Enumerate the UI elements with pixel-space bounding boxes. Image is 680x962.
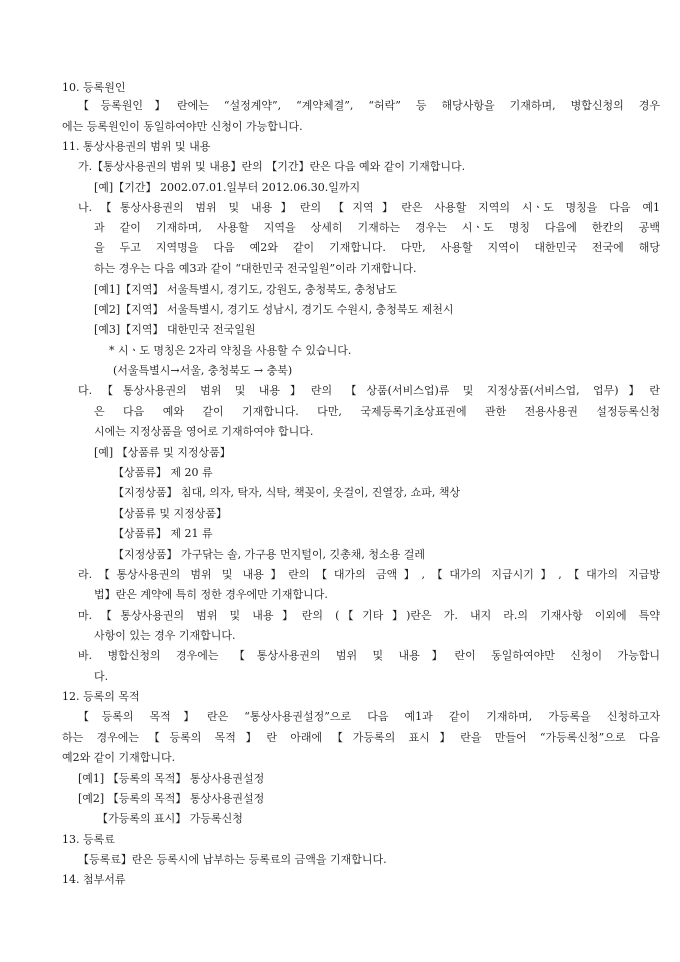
section-12-paragraph-line: 예2와 같이 기재합니다. <box>62 751 176 764</box>
item-da-line: 시에는 지정상품을 영어로 기재하여야 합니다. <box>94 425 314 438</box>
item-da-example: 【상품류】 제 20 류 <box>113 466 213 479</box>
section-12-paragraph-line: 하는 경우에는【등록의 목적】란 아래에【가등록의 표시】란을 만들어 “가등록신청”으로 다음 <box>62 731 660 744</box>
item-ba-line: 다. <box>94 670 109 683</box>
section-10-heading: 10. 등록원인 <box>62 81 126 94</box>
section-10-paragraph-line: 【등록원인】란에는 “설정계약”, “계약체결”, “허락” 등 해당사항을 기재하며, 병합신청의 경우 <box>78 99 660 112</box>
item-ma-line: 사항이 있는 경우 기재합니다. <box>94 629 236 642</box>
item-ra-line: 법】란은 계약에 특히 정한 경우에만 기재합니다. <box>94 588 328 601</box>
section-11-heading: 11. 통상사용권의 범위 및 내용 <box>62 140 211 153</box>
item-ga-line: 가.【통상사용권의 범위 및 내용】란의 【기간】란은 다음 예와 같이 기재합니다. <box>78 160 466 173</box>
section-12-example: [예2] 【등록의 목적】 통상사용권설정 <box>78 792 265 805</box>
item-da-example: 【지정상품】 가구닦는 솔, 가구용 먼지털이, 깃총채, 청소용 걸레 <box>113 548 425 561</box>
item-na-note: * 시ㆍ도 명칭은 2자리 약칭을 사용할 수 있습니다. <box>109 344 352 357</box>
item-na-line: 나.【통상사용권의 범위 및 내용】란의 【지역】란은 사용할 지역의 시ㆍ도 명칭을 다음 예1 <box>78 201 660 214</box>
item-da-example: 【상품류】 제 21 류 <box>113 527 213 540</box>
section-12-paragraph-line: 【등록의 목적】란은 “통상사용권설정”으로 다음 예1과 같이 기재하며, 가등록을 신청하고자 <box>78 710 660 723</box>
item-na-example: [예2]【지역】 서울특별시, 경기도 성남시, 경기도 수원시, 충청북도 제천시 <box>94 303 454 316</box>
section-12-example: [예1] 【등록의 목적】 통상사용권설정 <box>78 772 265 785</box>
item-na-example: [예3]【지역】 대한민국 전국일원 <box>94 323 256 336</box>
item-na-example: [예1]【지역】 서울특별시, 경기도, 강원도, 충청북도, 충청남도 <box>94 283 397 296</box>
item-ga-example: [예]【기간】 2002.07.01.일부터 2012.06.30.일까지 <box>94 181 361 194</box>
item-da-line: 은 다음 예와 같이 기재합니다. 다만, 국제등록기초상표권에 관한 전용사용권 설정등록신청 <box>94 405 660 418</box>
item-ma-line: 마.【통상사용권의 범위 및 내용】란의 (【기타】)란은 가. 내지 라.의 기재사항 이외에 특약 <box>78 609 660 622</box>
item-da-line: 다.【통상사용권의 범위 및 내용】란의 【상품(서비스업)류 및 지정상품(서비스업, 업무)】란 <box>78 384 660 397</box>
item-na-line: 을 두고 지역명을 다음 예2와 같이 기재합니다. 다만, 사용할 지역이 대한민국 전국에 해당 <box>94 241 660 254</box>
item-da-example: 【지정상품】 침대, 의자, 탁자, 식탁, 책꽂이, 옷걸이, 진열장, 쇼파, 책상 <box>113 486 461 499</box>
item-na-line: 하는 경우는 다음 예3과 같이 “대한민국 전국일원”이라 기재합니다. <box>94 262 417 275</box>
item-na-note: (서울특별시→서울, 충청북도 → 충북) <box>113 364 293 377</box>
item-na-line: 과 같이 기재하며, 사용할 지역을 상세히 기재하는 경우는 시ㆍ도 명칭 다음에 한칸의 공백 <box>94 221 660 234</box>
section-12-heading: 12. 등록의 목적 <box>62 690 140 703</box>
section-12-example: 【가등록의 표시】 가등록신청 <box>97 812 243 825</box>
section-13-heading: 13. 등록료 <box>62 833 115 846</box>
section-13-paragraph-line: 【등록료】란은 등록시에 납부하는 등록료의 금액을 기재합니다. <box>78 853 387 866</box>
item-da-example: [예] 【상품류 및 지정상품】 <box>94 446 231 459</box>
item-da-example: 【상품류 및 지정상품】 <box>113 507 228 520</box>
section-10-paragraph-line: 에는 등록원인이 동일하여야만 신청이 가능합니다. <box>62 120 303 133</box>
section-14-heading: 14. 첨부서류 <box>62 873 126 886</box>
item-ba-line: 바. 병합신청의 경우에는 【통상사용권의 범위 및 내용】란이 동일하여야만 신청이 가능합니 <box>78 649 660 662</box>
item-ra-line: 라.【통상사용권의 범위 및 내용】란의【대가의 금액】,【대가의 지급시기】,【대가의 지급방 <box>78 568 660 581</box>
